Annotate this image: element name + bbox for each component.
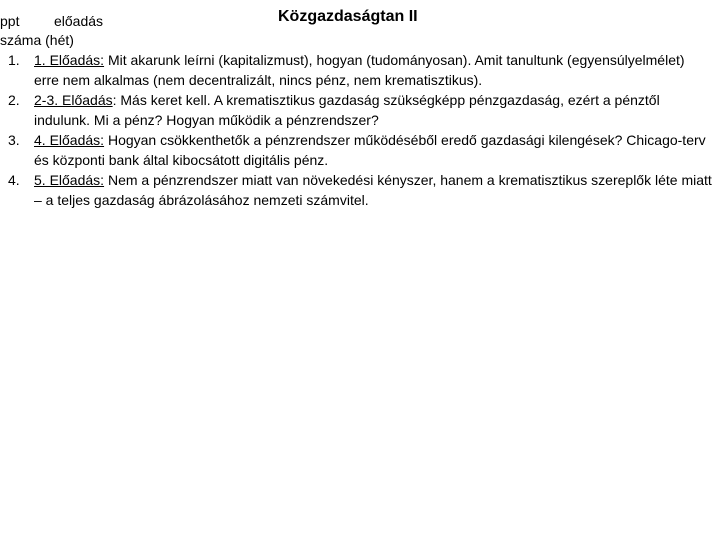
header-ppt: ppt — [0, 13, 20, 29]
list-item — [0, 170, 712, 210]
list-item — [0, 50, 712, 90]
item-number: 1. — [8, 52, 20, 68]
lecture-link-1[interactable]: 1. Előadás: — [34, 52, 105, 68]
header-eloadas: előadás — [54, 13, 104, 29]
item-number: 3. — [8, 132, 20, 148]
item-text: Hogyan csökkenthetők a pénzrendszer működéséből eredő gazdasági kilengések? Chicago-terv és központi bank által kibocsátott digitális pénz. — [34, 132, 706, 168]
lecture-link-5[interactable]: 5. Előadás: — [34, 172, 105, 188]
item-text: : Más keret kell. A krematisztikus gazdaság szükségképp pénzgazdaság, ezért a pénztől indulunk. Mi a pénz? Hogyan működik a pénzrendszer? — [34, 92, 660, 128]
list-item — [0, 130, 712, 170]
lecture-list — [0, 50, 712, 210]
item-text: Mit akarunk leírni (kapitalizmust), hogyan (tudományosan). Amit tanultunk (egyensúlyelmélet) erre nem alkalmas (nem decentralizált, nincs pénz, nem krematisztikus). — [34, 52, 685, 88]
header-szama: száma (hét) — [0, 32, 74, 48]
item-number: 4. — [8, 172, 20, 188]
lecture-link-4[interactable]: 4. Előadás: — [34, 132, 105, 148]
list-item — [0, 90, 712, 130]
item-number: 2. — [8, 92, 20, 108]
slide-title: Közgazdaságtan II — [278, 8, 418, 25]
lecture-link-2-3[interactable]: 2-3. Előadás — [34, 92, 113, 108]
item-text: Nem a pénzrendszer miatt van növekedési kényszer, hanem a krematisztikus szereplők léte miatt – a teljes gazdaság ábrázolásához nemzeti számvitel. — [34, 172, 712, 208]
